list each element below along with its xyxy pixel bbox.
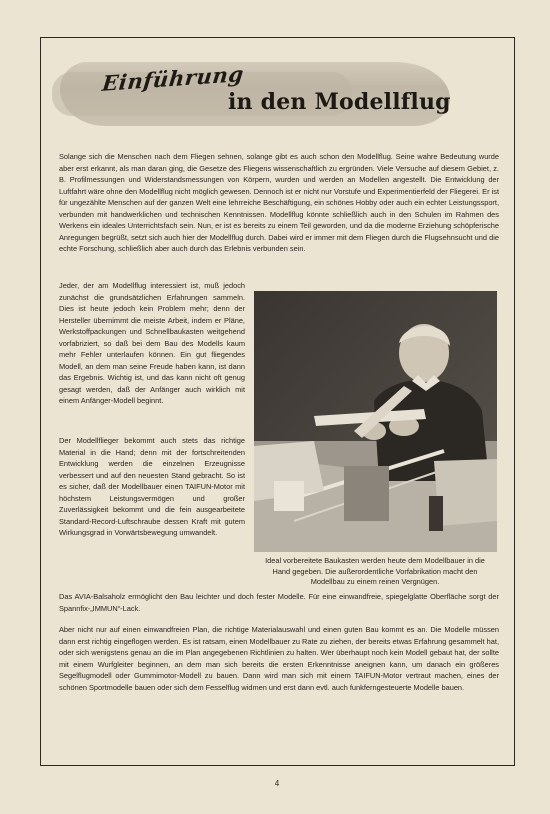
page-title: in den Modellflug — [228, 89, 451, 115]
bottom-paragraph-1: Das AVIA-Balsaholz ermöglicht den Bau leichter und doch fester Modelle. Für eine einwandfreie, spiegelglatte Oberfläche sorgt der Spannfix-„IMMUN“-Lack. — [59, 592, 499, 613]
title-script-word: Einführung — [100, 61, 246, 96]
column-paragraph-2: Der Modellflieger bekommt auch stets das richtige Material in die Hand; denn mit der fortschreitenden Entwicklung werden die einzelnen Erzeugnisse verbessert und auf den neuesten Stand gebracht. So ist es sicher, daß der Modellbauer einen TAIFUN-Motor mit höchstem Leistungsvermögen und großer Zuverlässigkeit bekommt und die fein ausgearbeitete Standard-Record-Luftschraube dessen Kraft mit gutem Wirkungsgrad in Vorwärtsbewegung umwandelt. — [59, 436, 245, 537]
photo-boy-building-model — [254, 291, 497, 552]
photo-illustration — [254, 291, 497, 552]
page-number: 4 — [274, 779, 280, 788]
column-paragraph-1: Jeder, der am Modellflug interessiert ist, muß jedoch zunächst die grundsätzlichen Erfahrungen sammeln. Dies ist heute jedoch kein Problem mehr; denn der Hersteller übernimmt die meiste Arbeit, indem er Pläne, Werkstoffpackungen und Schnellbaukasten weitgehend vorfabriziert, so daß bei dem Bau des Modells kaum mehr Fehler unterlaufen können. Ein gut fliegendes Modell, an dem man seine Freude haben kann, ist dann das Ergebnis. Wichtig ist, und das kann nicht oft genug gesagt werden, daß der Anfänger auch wirklich mit einem Anfänger-Modell beginnt. — [59, 281, 245, 405]
intro-paragraph: Solange sich die Menschen nach dem Fliegen sehnen, solange gibt es auch schon den Modellflug. Seine wahre Bedeutung wurde aber erst erkannt, als man daran ging, die Gesetze des Fliegens wissenschaftlich zu ergründen. Viele Versuche auf diesem Gebiet, z. B. Profilmessungen und Widerstandsmessungen von Körpern, wurden und werden an Modellen angestellt. Die Entwicklung der Luftfahrt wäre ohne den Modellflug nicht möglich gewesen. Dennoch ist er nicht nur Vorstufe und Experimentierfeld der Fliegerei. Er ist für ungezählte Menschen auf der ganzen Welt eine lehrreiche Beschäftigung, ein schönes Hobby oder auch ein echter Leistungssport, verbunden mit handwerklichen und technischen Kenntnissen. Modellflug könnte schließlich auch in den Schulen im Rahmen des Werkens ein ideales Unterrichtsfach sein. Nun, er ist es bereits zu einem Teil geworden, und da die moderne Erziehung schöpferische Anregungen begrüßt, setzt sich auch hier der Modellflug durch. Dabei wird er immer mit dem Fliegen durch die Flugsehnsucht und die echte Forschung, schließlich aber auch durch das Erlebnis verbunden sein. — [59, 152, 499, 253]
photo-caption: Ideal vorbereitete Baukasten werden heute dem Modellbauer in die Hand gegeben. Die außerordentliche Vorfabrikation macht den Modellbau zu einem reinen Vergnügen. — [265, 556, 485, 586]
bottom-paragraph-2: Aber nicht nur auf einen einwandfreien Plan, die richtige Materialauswahl und einen guten Bau kommt es an. Die Modelle müssen dann erst richtig eingeflogen werden. Es ist ratsam, einen Modellbauer zu Rate zu ziehen, der bereits etwas Erfahrung gesammelt hat, oder sich wenigstens genau an die im Plan angegebenen Richtlinien zu halten. Wer überhaupt noch kein Modell gebaut hat, der sollte mit einem Wurfgleiter beginnen, an dem man sich bereits die ersten Erkenntnisse aneignen kann, um danach ein größeres Segelflugmodell oder Gummimotor-Modell zu bauen. Dann wird man sich mit einem TAIFUN-Motor vertraut machen, eines der schönen Sportmodelle bauen oder sich dem Fesselflug widmen und erst dann evtl. auch funkferngesteuerte Modelle bauen. — [59, 625, 499, 692]
